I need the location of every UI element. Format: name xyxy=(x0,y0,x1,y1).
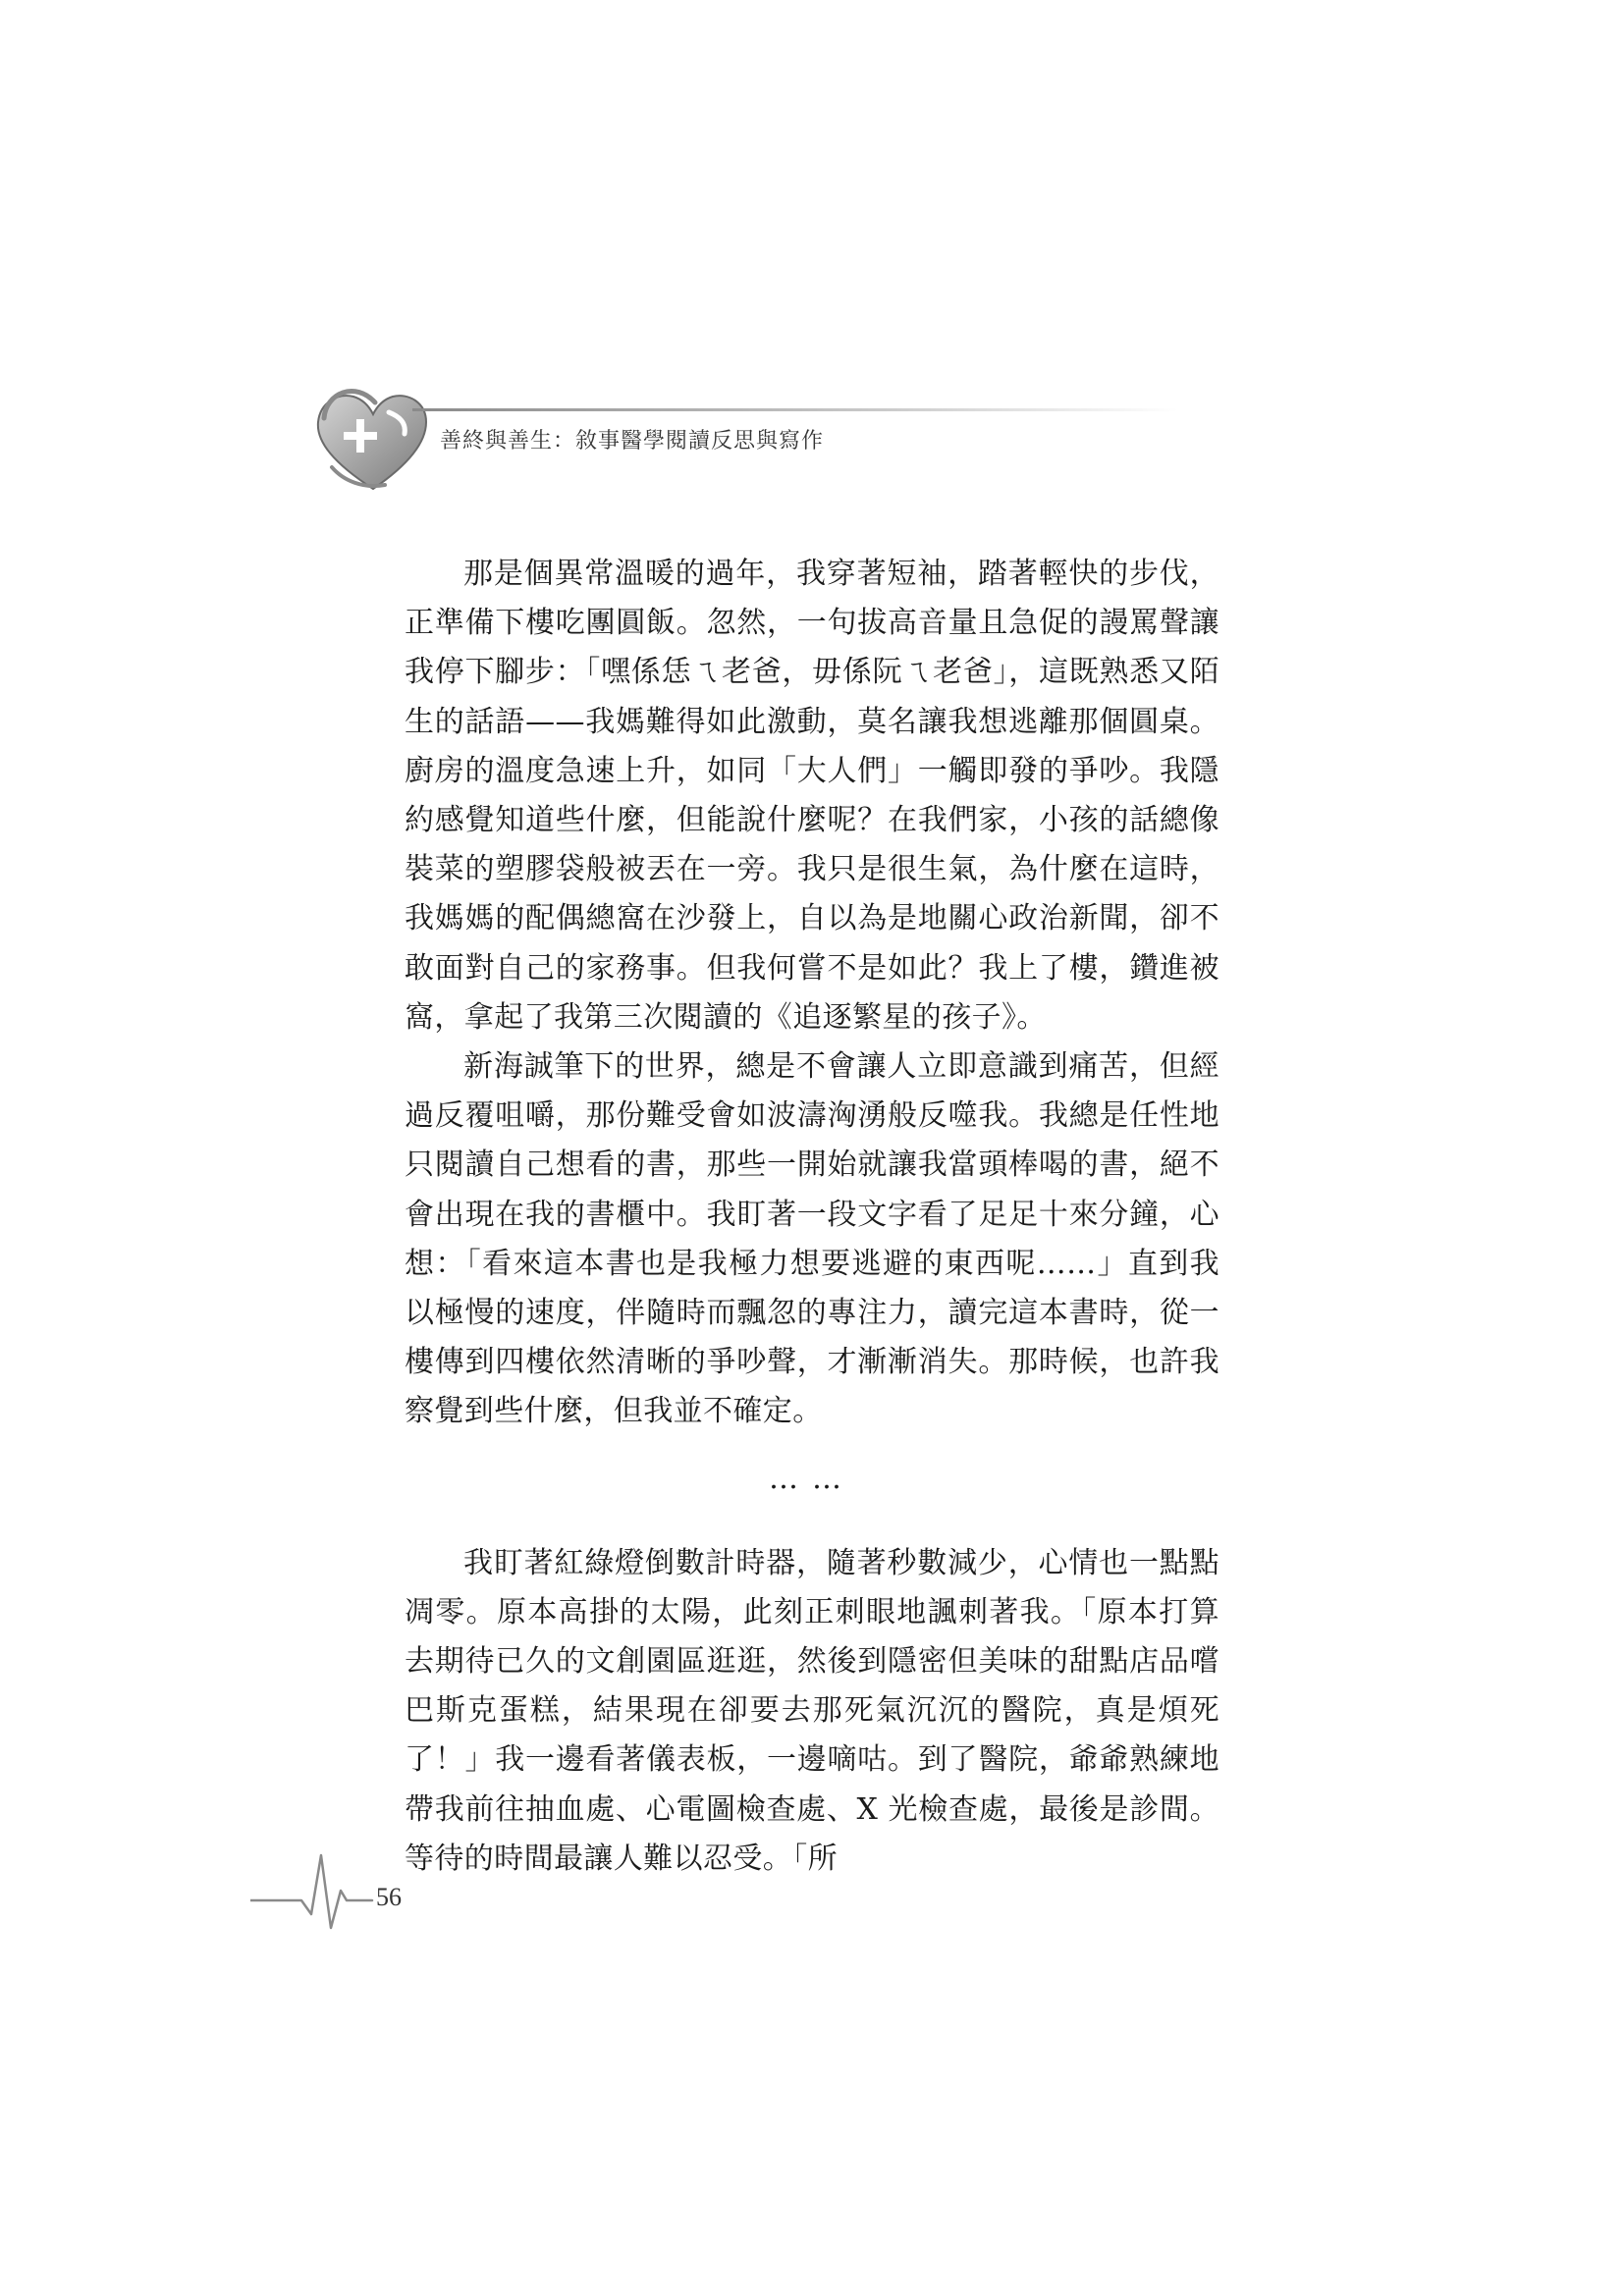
page-number: 56 xyxy=(376,1883,402,1911)
body-text xyxy=(405,550,1219,1884)
paragraph: 新海誠筆下的世界，總是不會讓人立即意識到痛苦，但經過反覆咀嚼，那份難受會如波濤洶湧般反噬我。我總是任性地只閱讀自己想看的書，那些一開始就讓我當頭棒喝的書，絕不會出現在我的書櫃中。我盯著一段文字看了足足十來分鐘，心想：「看來這本書也是我極力想要逃避的東西呢……」直到我以極慢的速度，伴隨時而飄忽的專注力，讀完這本書時，從一樓傳到四樓依然清晰的爭吵聲，才漸漸消失。那時候，也許我察覺到些什麼，但我並不確定。 xyxy=(405,1049,1219,1429)
section-separator: …… xyxy=(769,1461,855,1496)
header-rule xyxy=(412,408,1178,411)
paragraph: 我盯著紅綠燈倒數計時器，隨著秒數減少，心情也一點點凋零。原本高掛的太陽，此刻正刺眼地諷刺著我。「原本打算去期待已久的文創園區逛逛，然後到隱密但美味的甜點店品嚐巴斯克蛋糕，結果現在卻要去那死氣沉沉的醫院，真是煩死了！」我一邊看著儀表板，一邊嘀咕。到了醫院，爺爺熟練地帶我前往抽血處、心電圖檢查處、X 光檢查處，最後是診間。等待的時間最讓人難以忍受。「所 xyxy=(405,1545,1219,1876)
page-footer xyxy=(250,1845,447,1944)
running-header xyxy=(304,373,1247,510)
paragraph: 那是個異常溫暖的過年，我穿著短袖，踏著輕快的步伐，正準備下樓吃團圓飯。忽然，一句拔高音量且急促的謾罵聲讓我停下腳步：「嘿係恁ㄟ老爸，毋係阮ㄟ老爸」，這既熟悉又陌生的話語——我媽難得如此激動，莫名讓我想逃離那個圓桌。廚房的溫度急速上升，如同「大人們」一觸即發的爭吵。我隱約感覺知道些什麼，但能說什麼呢？在我們家，小孩的話總像裝菜的塑膠袋般被丟在一旁。我只是很生氣，為什麼在這時，我媽媽的配偶總窩在沙發上，自以為是地關心政治新聞，卻不敢面對自己的家務事。但我何嘗不是如此？我上了樓，鑽進被窩，拿起了我第三次閱讀的《追逐繁星的孩子》。 xyxy=(405,557,1219,1035)
running-header-title: 善終與善生：敘事醫學閱讀反思與寫作 xyxy=(440,429,825,454)
heartbeat-line-icon xyxy=(250,1845,378,1944)
heart-cross-logo-icon xyxy=(304,373,442,510)
